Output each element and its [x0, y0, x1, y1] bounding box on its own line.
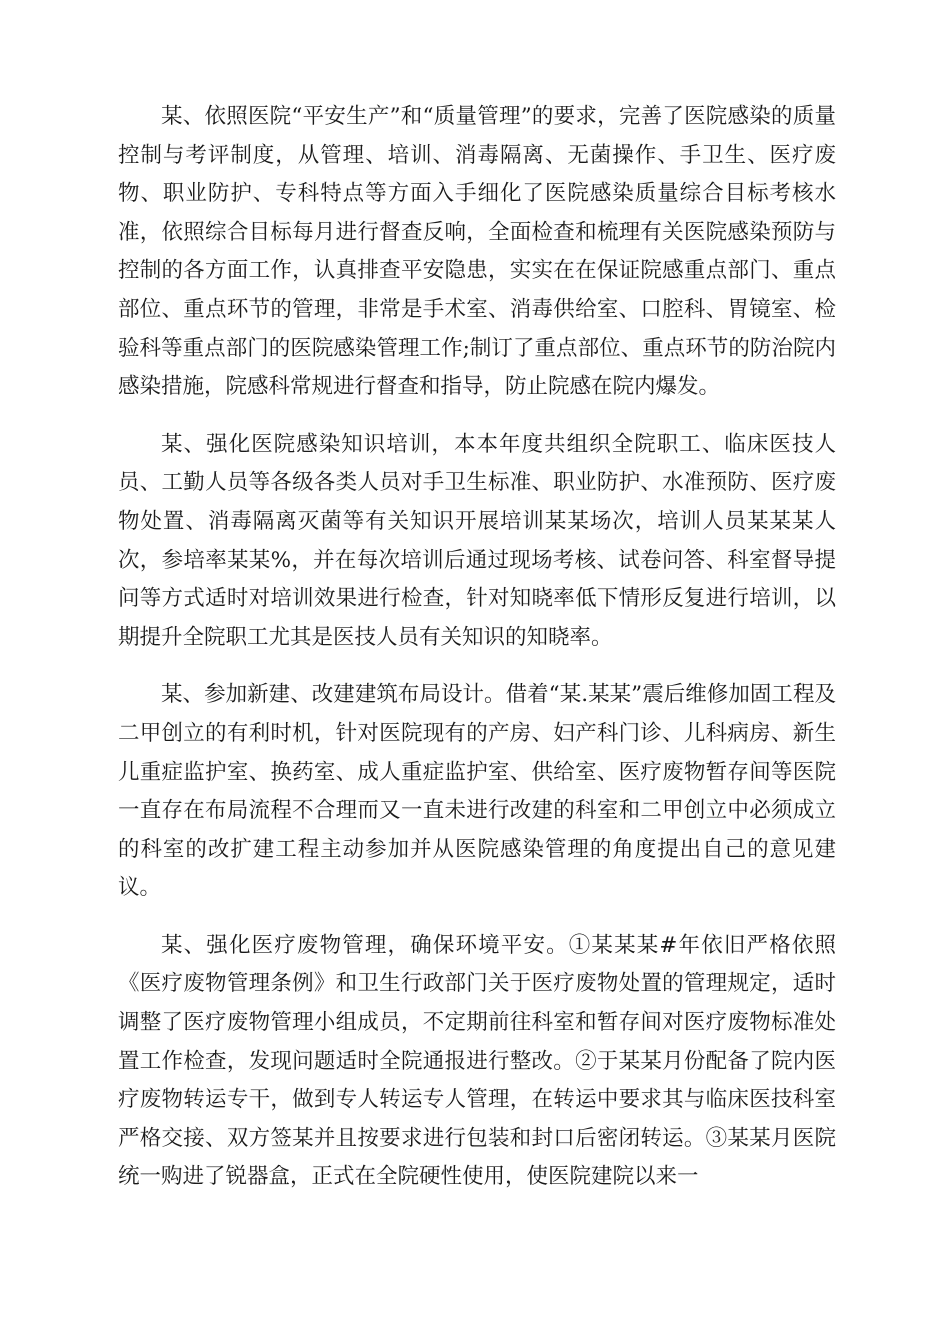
paragraph-building-layout-design: 某、参加新建、改建建筑布局设计。借着“某.某某”震后维修加固工程及二甲创立的有利时机，针对医院现有的产房、妇产科门诊、儿科病房、新生儿重症监护室、换药室、成人重症监护室、供给室、医疗废物暂存间等医院一直存在布局流程不合理而又一直未进行改建的科室和二甲创立中必须成立的科室的改扩建工程主动参加并从医院感染管理的角度提出自己的意见建议。	[118, 682, 836, 901]
document-page	[118, 98, 836, 1216]
paragraph-infection-training: 某、强化医院感染知识培训，本本年度共组织全院职工、临床医技人员、工勤人员等各级各类人员对手卫生标准、职业防护、水准预防、医疗废物处置、消毒隔离灭菌等有关知识开展培训某某场次，培训人员某某某人次，参培率某某%，并在每次培训后通过现场考核、试卷问答、科室督导提问等方式适时对培训效果进行检查，针对知晓率低下情形反复进行培训，以期提升全院职工尤其是医技人员有关知识的知晓率。	[118, 431, 836, 650]
paragraph-infection-quality-control: 某、依照医院“平安生产”和“质量管理”的要求，完善了医院感染的质量控制与考评制度，从管理、培训、消毒隔离、无菌操作、手卫生、医疗废物、职业防护、专科特点等方面入手细化了医院感染质量综合目标考核水准，依照综合目标每月进行督查反响，全面检查和梳理有关医院感染预防与控制的各方面工作，认真排查平安隐患，实实在在保证院感重点部门、重点部位、重点环节的管理，非常是手术室、消毒供给室、口腔科、胃镜室、检验科等重点部门的医院感染管理工作;制订了重点部位、重点环节的防治院内感染措施，院感科常规进行督查和指导，防止院感在院内爆发。	[118, 104, 836, 400]
paragraph-medical-waste-management: 某、强化医疗废物管理，确保环境平安。①某某某#年依旧严格依照《医疗废物管理条例》和卫生行政部门关于医疗废物处置的管理规定，适时调整了医疗废物管理小组成员，不定期前往科室和暂存间对医疗废物标准处置工作检查，发现问题适时全院通报进行整改。②于某某月份配备了院内医疗废物转运专干，做到专人转运专人管理，在转运中要求其与临床医技科室严格交接、双方签某并且按要求进行包装和封口后密闭转运。③某某月医院统一购进了锐器盒，正式在全院硬性使用，使医院建院以来一	[118, 932, 836, 1190]
